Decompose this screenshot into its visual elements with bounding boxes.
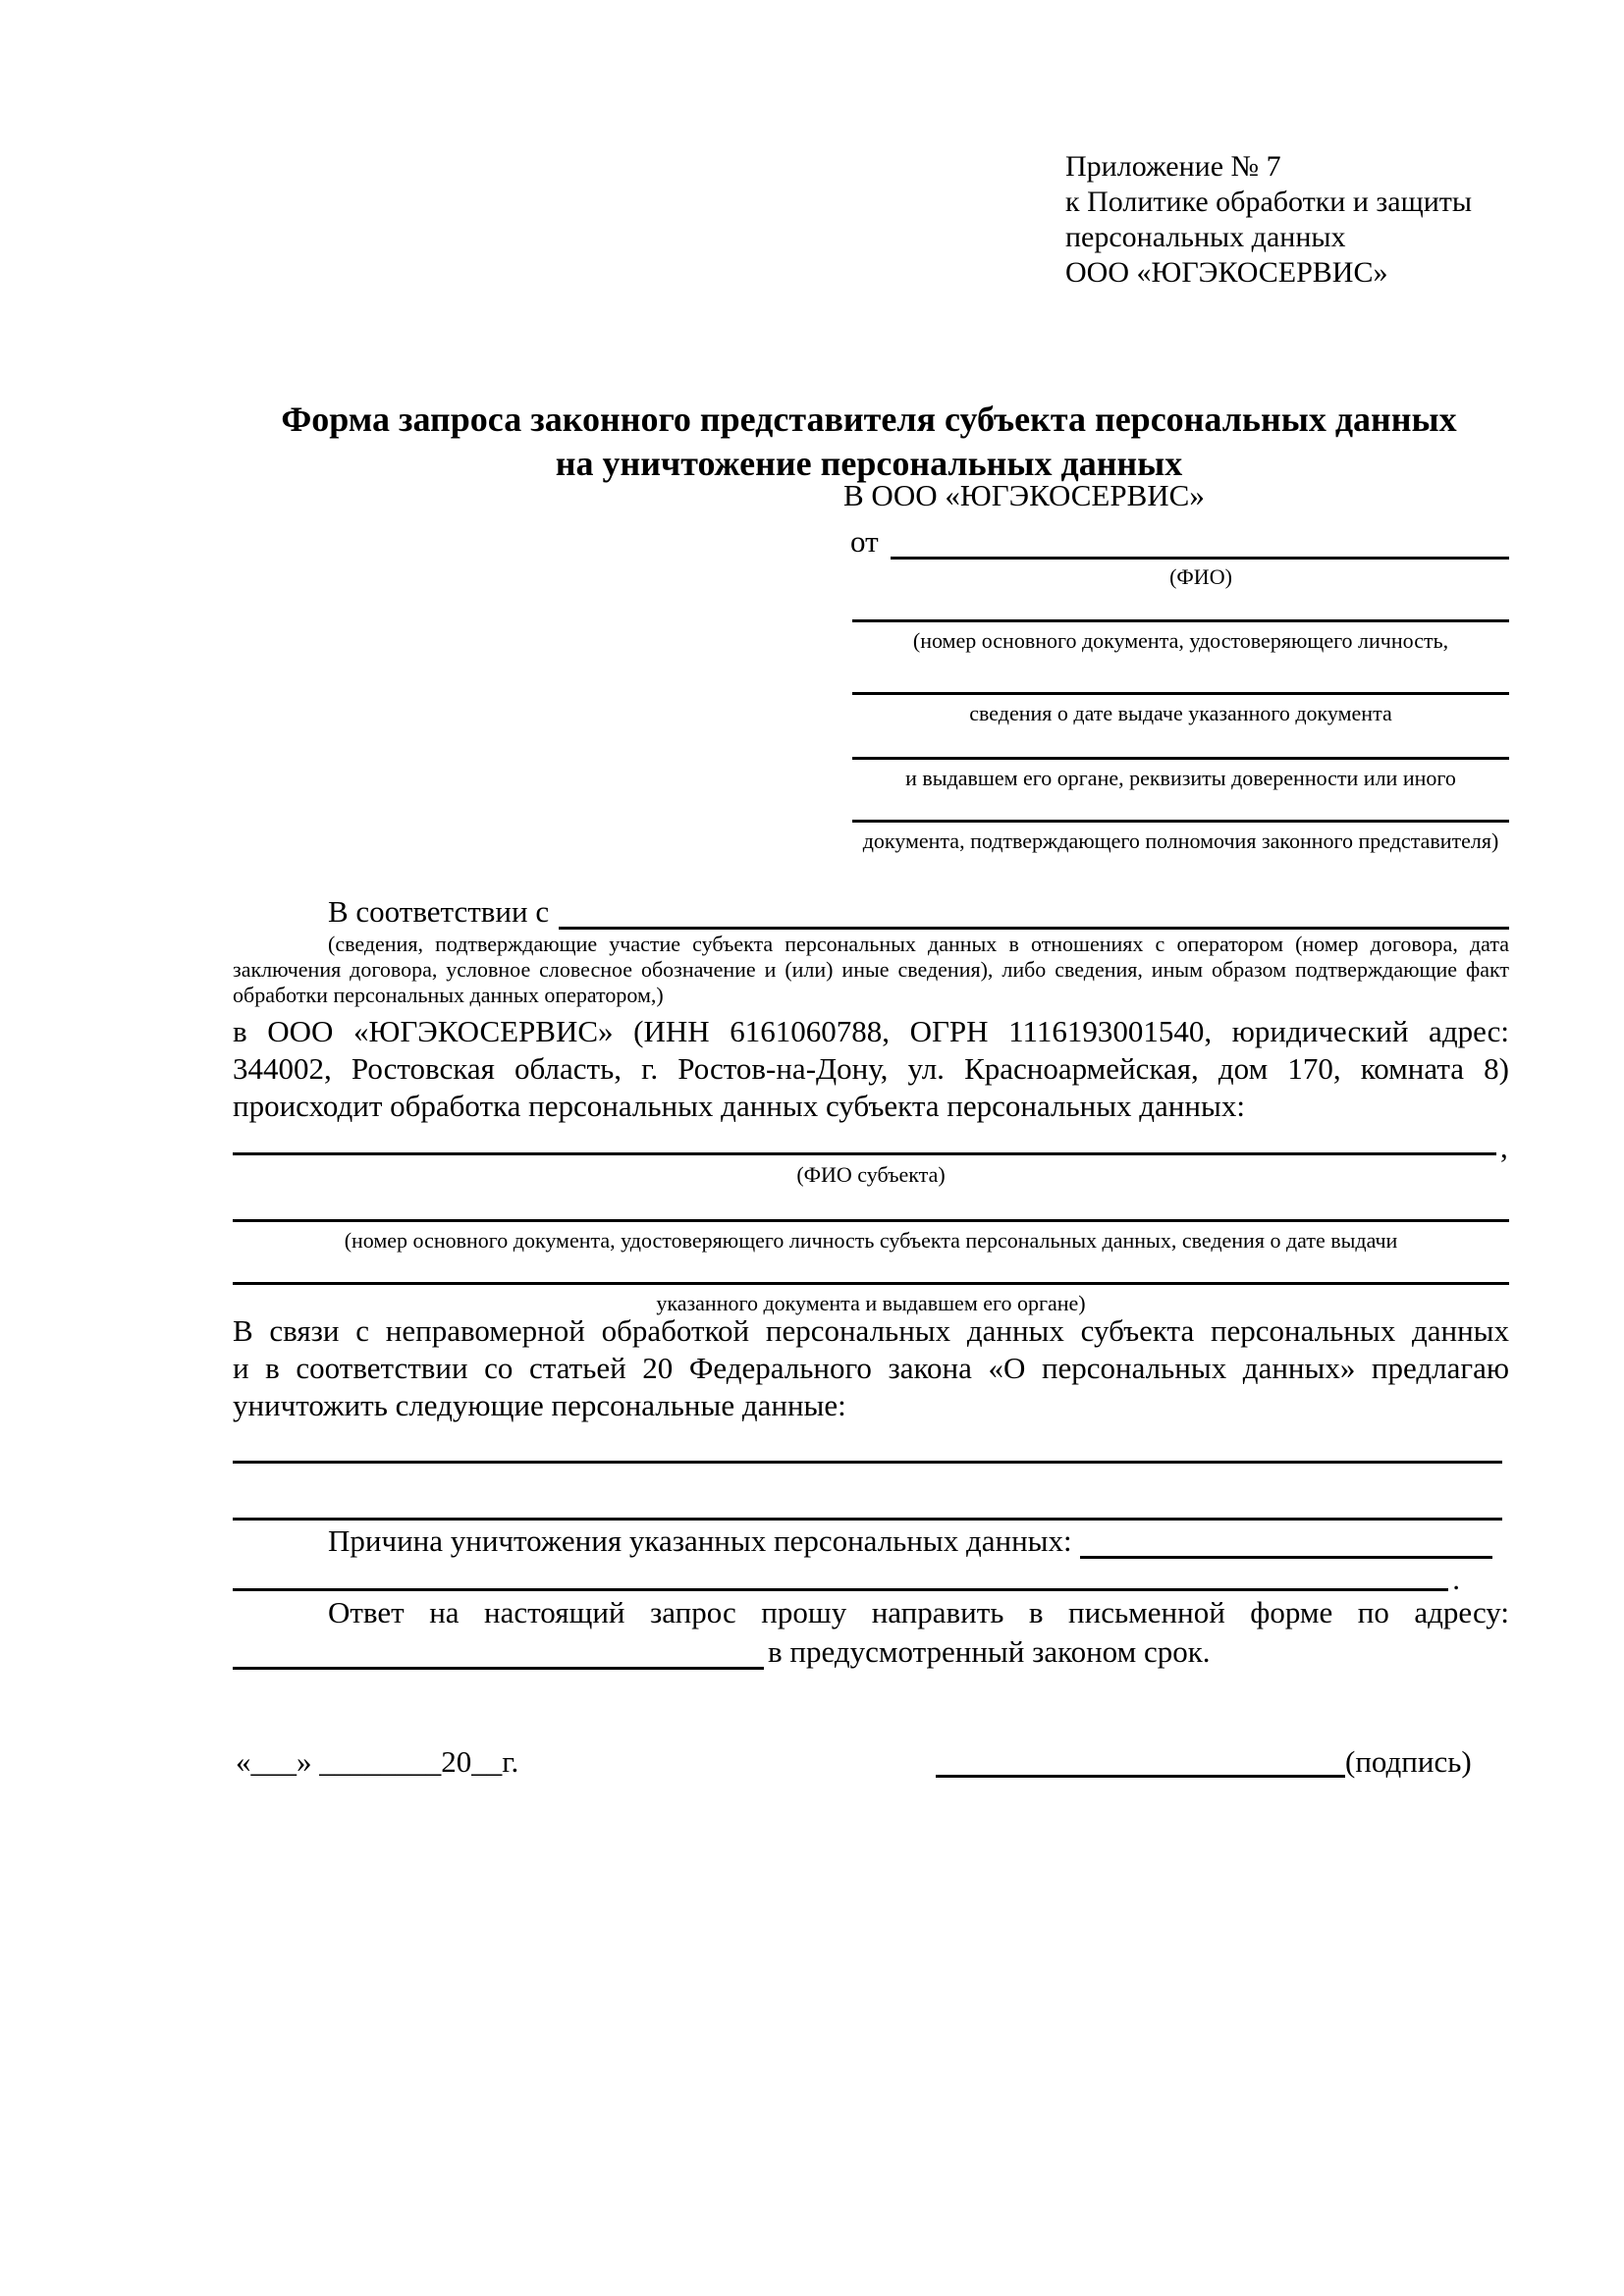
reason-fill-in-line-2: [233, 1561, 1448, 1591]
response-tail: в предусмотренный законом срок.: [768, 1634, 1211, 1669]
appendix-block: [1065, 149, 1517, 291]
subject-fio-line: [233, 1152, 1496, 1155]
reason-label: Причина уничтожения указанных персональных данных:: [328, 1523, 1072, 1558]
destruction-paragraph: [233, 1312, 1509, 1424]
signature-block: [936, 1743, 1472, 1781]
from-row: [850, 523, 1509, 561]
accordance-note-line-3: обработки персональных данных оператором,): [233, 983, 664, 1007]
date-line: «___» ________20__г.: [236, 1744, 519, 1779]
rep-field-line-4: [852, 820, 1509, 823]
response-address-row: [233, 1633, 1509, 1671]
subject-fio-caption: (ФИО субъекта): [796, 1162, 946, 1187]
subject-doc-line-2: [233, 1282, 1509, 1285]
page-title: [233, 398, 1505, 486]
page-title-line-1: Форма запроса законного представителя субъекта персональных данных: [281, 400, 1457, 439]
appendix-line: ООО «ЮГЭКОСЕРВИС»: [1065, 256, 1388, 289]
reason-row: [233, 1522, 1492, 1560]
operator-paragraph: [233, 1013, 1509, 1125]
from-label: от: [850, 524, 879, 559]
rep-field-caption-2: сведения о дате выдаче указанного документа: [969, 701, 1392, 725]
destruction-paragraph-line-2: и в соответствии со статьей 20 Федерального закона «О персональных данных» предлагаю: [233, 1351, 1509, 1385]
from-fill-in-line: [891, 523, 1509, 560]
accordance-note-line-1: (сведения, подтверждающие участие субъекта персональных данных в отношениях с оператором (номер договора, дата: [328, 932, 1509, 956]
destruction-paragraph-line-3: уничтожить следующие персональные данные:: [233, 1388, 846, 1422]
fio-caption: (ФИО): [1169, 564, 1232, 589]
subject-doc-caption-1: (номер основного документа, удостоверяющего личность субъекта персональных данных, сведения о дате выдачи: [344, 1228, 1398, 1253]
addressee-line: В ООО «ЮГЭКОСЕРВИС»: [843, 478, 1205, 512]
response-line: Ответ на настоящий запрос прошу направить в письменной форме по адресу:: [328, 1595, 1509, 1629]
reason-fill-in-line: [1080, 1522, 1492, 1559]
accordance-lead: В соответствии с: [328, 894, 550, 929]
subject-doc-line-1: [233, 1219, 1509, 1222]
operator-paragraph-line-1: в ООО «ЮГЭКОСЕРВИС» (ИНН 6161060788, ОГРН 1116193001540, юридический адрес:: [233, 1014, 1509, 1048]
appendix-line: к Политике обработки и защиты: [1065, 186, 1473, 218]
accordance-note-line-2: заключения договора, условное словесное обозначение и (или) иные сведения), либо сведения, иным образом подтверждающие факт: [233, 957, 1509, 982]
destruction-paragraph-line-1: В связи с неправомерной обработкой персональных данных субъекта персональных данных: [233, 1313, 1509, 1348]
data-fill-in-line-1: [233, 1461, 1502, 1464]
accordance-fill-in-line: [559, 893, 1509, 930]
rep-field-line-2: [852, 692, 1509, 695]
reason-continuation-row: [233, 1561, 1460, 1598]
rep-field-caption-3: и выдавшем его органе, реквизиты доверенности или иного: [905, 766, 1456, 790]
rep-field-line-3: [852, 757, 1509, 760]
rep-field-caption-1: (номер основного документа, удостоверяющего личность,: [912, 628, 1449, 653]
rep-field-line-1: [852, 619, 1509, 622]
signature-fill-in-line: [936, 1743, 1345, 1778]
data-fill-in-line-2: [233, 1518, 1502, 1521]
signature-caption: (подпись): [1345, 1744, 1472, 1779]
rep-field-caption-4: документа, подтверждающего полномочия законного представителя): [862, 828, 1499, 853]
operator-paragraph-line-2: 344002, Ростовская область, г. Ростов-на-Дону, ул. Красноармейская, дом 170, комната 8): [233, 1051, 1509, 1086]
subject-fio-comma: ,: [1500, 1130, 1508, 1164]
accordance-row: [233, 893, 1509, 931]
appendix-line: персональных данных: [1065, 221, 1346, 253]
period: .: [1452, 1562, 1460, 1596]
page-title-line-2: на уничтожение персональных данных: [555, 444, 1183, 483]
address-fill-in-line: [233, 1633, 764, 1670]
appendix-line: Приложение № 7: [1065, 150, 1281, 183]
operator-paragraph-line-3: происходит обработка персональных данных субъекта персональных данных:: [233, 1089, 1245, 1123]
subject-doc-caption-2: указанного документа и выдавшем его органе): [656, 1291, 1086, 1315]
accordance-note: [233, 932, 1509, 1008]
